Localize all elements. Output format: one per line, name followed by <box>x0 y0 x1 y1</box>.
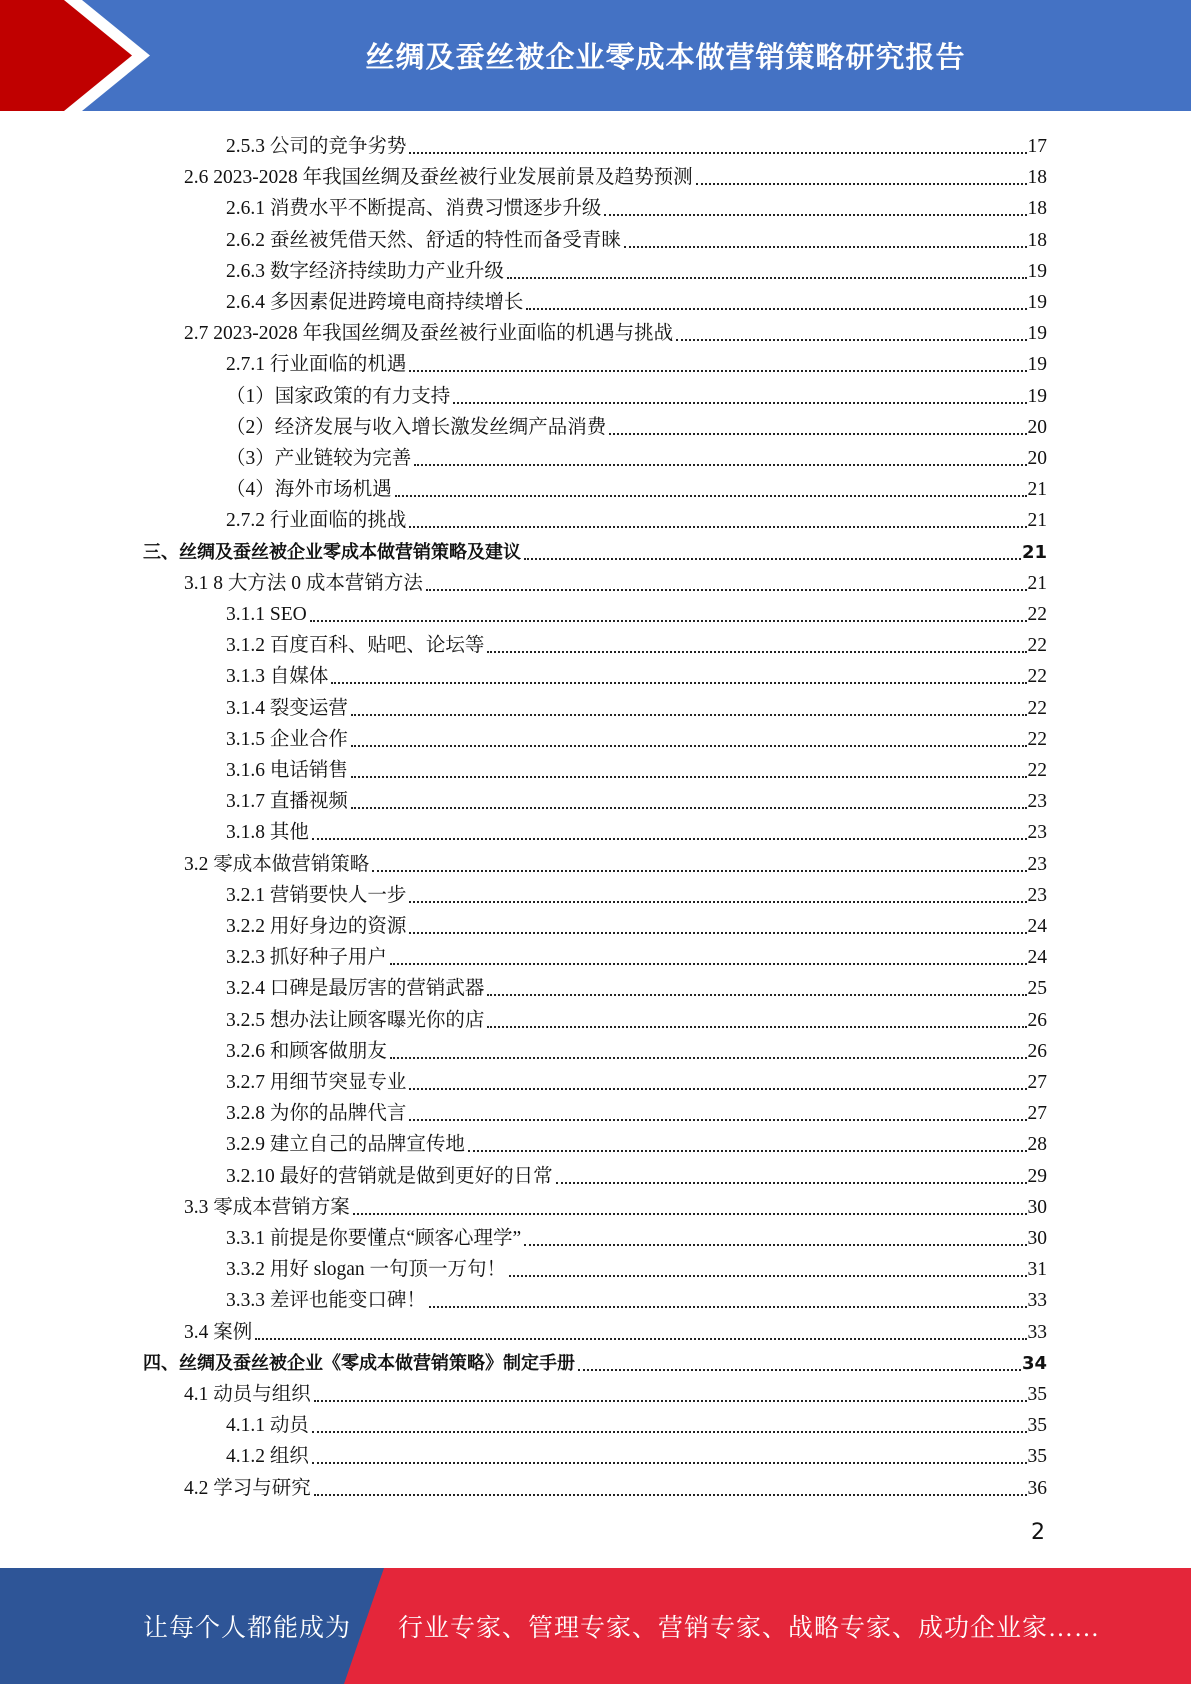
toc-entry-label: 2.6 2023-2028 年我国丝绸及蚕丝被行业发展前景及趋势预测 <box>184 167 693 189</box>
toc-dot-leader <box>351 745 1027 747</box>
toc-entry-page: 21 <box>1021 541 1047 563</box>
toc-dot-leader <box>314 1494 1027 1496</box>
toc-entry[interactable] <box>226 877 1047 908</box>
page-number: 2 <box>1031 1520 1045 1545</box>
toc-entry-page: 25 <box>1027 978 1047 1000</box>
toc-dot-leader <box>624 246 1027 248</box>
toc-dot-leader <box>310 620 1027 622</box>
toc-entry-page: 19 <box>1027 260 1047 282</box>
toc-entry[interactable] <box>226 128 1047 159</box>
toc-dot-leader <box>429 1306 1027 1308</box>
toc-entry[interactable] <box>226 690 1047 721</box>
toc-entry-label: 4.1.1 动员 <box>226 1415 309 1437</box>
toc-entry-page: 24 <box>1027 947 1047 969</box>
toc-entry[interactable] <box>226 471 1047 502</box>
toc-entry[interactable] <box>226 1438 1047 1469</box>
toc-dot-leader <box>507 277 1027 279</box>
toc-entry[interactable] <box>226 1126 1047 1157</box>
toc-entry[interactable] <box>226 1064 1047 1095</box>
toc-entry-page: 35 <box>1027 1384 1047 1405</box>
toc-entry-page: 26 <box>1027 1040 1047 1062</box>
toc-dot-leader <box>696 183 1027 185</box>
header-chevron-decoration <box>0 0 160 111</box>
toc-entry-page: 22 <box>1027 604 1047 625</box>
toc-entry-label: （4）海外市场机遇 <box>226 479 392 501</box>
toc-dot-leader <box>314 1400 1027 1402</box>
toc-entry-label: 3.1.4 裂变运营 <box>226 697 348 719</box>
toc-dot-leader <box>414 464 1026 466</box>
toc-dot-leader <box>604 214 1026 216</box>
toc-entry[interactable] <box>226 1251 1047 1282</box>
toc-entry[interactable] <box>226 627 1047 658</box>
toc-dot-leader <box>487 994 1026 996</box>
toc-dot-leader <box>372 870 1026 872</box>
toc-entry-label: 3.2.2 用好身边的资源 <box>226 916 407 937</box>
toc-entry-label: 2.5.3 公司的竞争劣势 <box>226 136 407 157</box>
toc-entry[interactable] <box>184 846 1047 877</box>
toc-entry-label: 3.1.6 电话销售 <box>226 760 348 781</box>
toc-entry-page: 33 <box>1027 1290 1047 1312</box>
toc-entry-page: 22 <box>1027 697 1047 719</box>
toc-entry-label: （2）经济发展与收入增长激发丝绸产品消费 <box>226 416 607 438</box>
toc-entry-label: 2.6.4 多因素促进跨境电商持续增长 <box>226 292 524 313</box>
toc-dot-leader <box>524 558 1021 560</box>
toc-dot-leader <box>351 776 1027 778</box>
toc-dot-leader <box>312 838 1027 840</box>
toc-entry[interactable] <box>226 1220 1047 1251</box>
toc-dot-leader <box>351 714 1027 716</box>
toc-entry-page: 22 <box>1027 760 1047 781</box>
toc-entry-label: 3.1 8 大方法 0 成本营销方法 <box>184 572 423 594</box>
toc-entry[interactable] <box>226 440 1047 471</box>
toc-dot-leader <box>409 526 1026 528</box>
toc-dot-leader <box>390 963 1027 965</box>
toc-dot-leader <box>409 1088 1026 1090</box>
footer-slogan-right: 行业专家、管理专家、营销专家、战略专家、成功企业家…… <box>398 1615 1101 1642</box>
toc-entry[interactable] <box>226 658 1047 689</box>
toc-entry[interactable] <box>226 752 1047 783</box>
toc-dot-leader <box>409 901 1026 903</box>
toc-entry-label: 2.6.3 数字经济持续助力产业升级 <box>226 260 504 282</box>
toc-entry[interactable] <box>226 409 1047 440</box>
toc-entry-page: 19 <box>1027 292 1047 313</box>
toc-dot-leader <box>453 402 1026 404</box>
toc-entry-page: 21 <box>1027 572 1047 594</box>
toc-dot-leader <box>487 651 1026 653</box>
toc-entry-label: 3.1.7 直播视频 <box>226 791 348 813</box>
toc-dot-leader <box>409 152 1026 154</box>
toc-entry-label: 3.1.8 其他 <box>226 822 309 844</box>
toc-entry-label: 3.1.1 SEO <box>226 604 307 625</box>
toc-chapter-entry[interactable] <box>143 1345 1047 1376</box>
toc-entry[interactable] <box>226 908 1047 939</box>
toc-dot-leader <box>255 1338 1026 1340</box>
toc-entry-label: 三、丝绸及蚕丝被企业零成本做营销策略及建议 <box>143 541 521 563</box>
toc-entry-label: 4.2 学习与研究 <box>184 1477 311 1499</box>
document-title: 丝绸及蚕丝被企业零成本做营销策略研究报告 <box>365 40 966 74</box>
toc-dot-leader <box>390 1057 1027 1059</box>
toc-entry[interactable] <box>226 502 1047 533</box>
toc-dot-leader <box>409 1119 1026 1121</box>
toc-entry-page: 30 <box>1027 1196 1047 1218</box>
toc-entry-label: 3.2 零成本做营销策略 <box>184 853 370 875</box>
toc-entry-label: 2.7.2 行业面临的挑战 <box>226 510 407 532</box>
toc-entry[interactable] <box>226 596 1047 627</box>
toc-entry[interactable] <box>226 970 1047 1001</box>
toc-entry-page: 23 <box>1027 791 1047 813</box>
toc-dot-leader <box>526 308 1026 310</box>
toc-entry-page: 36 <box>1027 1477 1047 1499</box>
toc-entry-label: 3.3.2 用好 slogan 一句顶一万句！ <box>226 1259 507 1281</box>
toc-entry-label: 3.2.4 口碑是最厉害的营销武器 <box>226 978 485 1000</box>
toc-entry-label: 3.1.5 企业合作 <box>226 728 348 750</box>
toc-entry-page: 31 <box>1027 1259 1047 1281</box>
toc-entry[interactable] <box>184 1376 1047 1407</box>
toc-entry-page: 28 <box>1027 1134 1047 1156</box>
toc-entry-page: 29 <box>1027 1165 1047 1187</box>
toc-entry-label: 3.4 案例 <box>184 1321 253 1343</box>
toc-dot-leader <box>312 1462 1027 1464</box>
toc-entry[interactable] <box>184 1189 1047 1220</box>
toc-entry-label: 3.2.5 想办法让顾客曝光你的店 <box>226 1009 485 1031</box>
toc-entry[interactable] <box>226 814 1047 845</box>
toc-entry[interactable] <box>226 939 1047 970</box>
toc-entry-page: 19 <box>1027 385 1047 407</box>
toc-dot-leader <box>409 932 1026 934</box>
toc-entry[interactable] <box>184 1470 1047 1501</box>
toc-entry[interactable] <box>226 346 1047 377</box>
toc-entry-page: 17 <box>1027 136 1047 157</box>
toc-entry[interactable] <box>226 190 1047 221</box>
footer-slogan-left: 让每个人都能成为 <box>143 1615 352 1642</box>
toc-entry-page: 26 <box>1027 1009 1047 1031</box>
toc-entry[interactable] <box>226 222 1047 253</box>
toc-entry-page: 23 <box>1027 853 1047 875</box>
toc-entry-page: 20 <box>1027 416 1047 438</box>
toc-entry-label: 3.3.1 前提是你要懂点“顾客心理学” <box>226 1228 522 1249</box>
toc-dot-leader <box>676 339 1026 341</box>
toc-entry[interactable] <box>226 253 1047 284</box>
toc-entry[interactable] <box>184 315 1047 346</box>
toc-dot-leader <box>468 1150 1027 1152</box>
toc-entry-page: 23 <box>1027 822 1047 844</box>
toc-dot-leader <box>331 682 1026 684</box>
toc-entry[interactable] <box>226 1002 1047 1033</box>
toc-entry-page: 18 <box>1027 167 1047 189</box>
toc-entry-label: 3.2.10 最好的营销就是做到更好的日常 <box>226 1165 553 1187</box>
toc-entry-label: 3.1.3 自媒体 <box>226 666 329 688</box>
toc-dot-leader <box>409 370 1026 372</box>
toc-dot-leader <box>524 1244 1026 1246</box>
toc-entry-label: 4.1 动员与组织 <box>184 1384 311 1405</box>
toc-dot-leader <box>351 807 1027 809</box>
toc-entry[interactable] <box>184 565 1047 596</box>
toc-entry-label: 3.3.3 差评也能变口碑！ <box>226 1290 426 1312</box>
toc-entry-label: 3.2.8 为你的品牌代言 <box>226 1103 407 1125</box>
toc-entry[interactable] <box>226 1158 1047 1189</box>
toc-entry[interactable] <box>184 159 1047 190</box>
toc-entry-label: （1）国家政策的有力支持 <box>226 385 451 407</box>
toc-entry[interactable] <box>226 1033 1047 1064</box>
toc-entry-label: 3.1.2 百度百科、贴吧、论坛等 <box>226 635 485 657</box>
toc-entry-page: 33 <box>1027 1321 1047 1343</box>
toc-entry-label: 2.7 2023-2028 年我国丝绸及蚕丝被行业面临的机遇与挑战 <box>184 323 674 345</box>
toc-entry-page: 35 <box>1027 1446 1047 1468</box>
toc-entry-page: 22 <box>1027 666 1047 688</box>
toc-entry-page: 24 <box>1027 916 1047 937</box>
toc-entry-page: 18 <box>1027 229 1047 251</box>
toc-entry-label: 3.2.9 建立自己的品牌宣传地 <box>226 1134 465 1156</box>
toc-entry[interactable] <box>226 284 1047 315</box>
toc-entry-page: 18 <box>1027 198 1047 220</box>
toc-chapter-entry[interactable] <box>143 534 1047 565</box>
toc-entry-page: 19 <box>1027 354 1047 376</box>
toc-entry-page: 22 <box>1027 728 1047 750</box>
toc-entry-page: 19 <box>1027 323 1047 345</box>
toc-dot-leader <box>509 1275 1026 1277</box>
toc-entry-label: 3.2.1 营销要快人一步 <box>226 884 407 906</box>
toc-dot-leader <box>353 1213 1027 1215</box>
toc-entry[interactable] <box>184 1314 1047 1345</box>
toc-dot-leader <box>578 1369 1021 1371</box>
toc-dot-leader <box>395 495 1027 497</box>
toc-entry-page: 27 <box>1027 1103 1047 1125</box>
toc-entry-page: 23 <box>1027 884 1047 906</box>
toc-entry-page: 22 <box>1027 635 1047 657</box>
toc-entry-page: 20 <box>1027 448 1047 469</box>
toc-entry-label: 3.2.3 抓好种子用户 <box>226 947 387 969</box>
toc-entry-label: 4.1.2 组织 <box>226 1446 309 1468</box>
toc-entry-page: 30 <box>1027 1228 1047 1249</box>
page-header <box>0 0 1191 111</box>
toc-entry[interactable] <box>226 721 1047 752</box>
toc-entry-page: 21 <box>1027 510 1047 532</box>
toc-entry[interactable] <box>226 1095 1047 1126</box>
toc-entry-page: 34 <box>1021 1352 1047 1374</box>
toc-entry-page: 27 <box>1027 1072 1047 1093</box>
toc-dot-leader <box>609 433 1026 435</box>
toc-entry-label: 3.2.6 和顾客做朋友 <box>226 1040 387 1062</box>
page-footer <box>0 1568 1191 1684</box>
toc-entry[interactable] <box>226 1282 1047 1313</box>
toc-entry[interactable] <box>226 1407 1047 1438</box>
toc-entry-label: 2.6.2 蚕丝被凭借天然、舒适的特性而备受青睐 <box>226 229 621 251</box>
toc-entry-page: 21 <box>1027 479 1047 501</box>
toc-entry-label: 四、丝绸及蚕丝被企业《零成本做营销策略》制定手册 <box>143 1352 575 1374</box>
toc-entry-page: 35 <box>1027 1415 1047 1437</box>
toc-entry-label: 2.7.1 行业面临的机遇 <box>226 354 407 376</box>
toc-entry-label: 2.6.1 消费水平不断提高、消费习惯逐步升级 <box>226 198 602 220</box>
toc-dot-leader <box>556 1182 1027 1184</box>
toc-dot-leader <box>487 1026 1026 1028</box>
toc-entry-label: 3.2.7 用细节突显专业 <box>226 1072 407 1093</box>
toc-dot-leader <box>312 1431 1027 1433</box>
toc-entry[interactable] <box>226 783 1047 814</box>
toc-entry-label: （3）产业链较为完善 <box>226 448 412 469</box>
toc-dot-leader <box>426 589 1027 591</box>
toc-entry-label: 3.3 零成本营销方案 <box>184 1196 350 1218</box>
toc-entry[interactable] <box>226 378 1047 409</box>
